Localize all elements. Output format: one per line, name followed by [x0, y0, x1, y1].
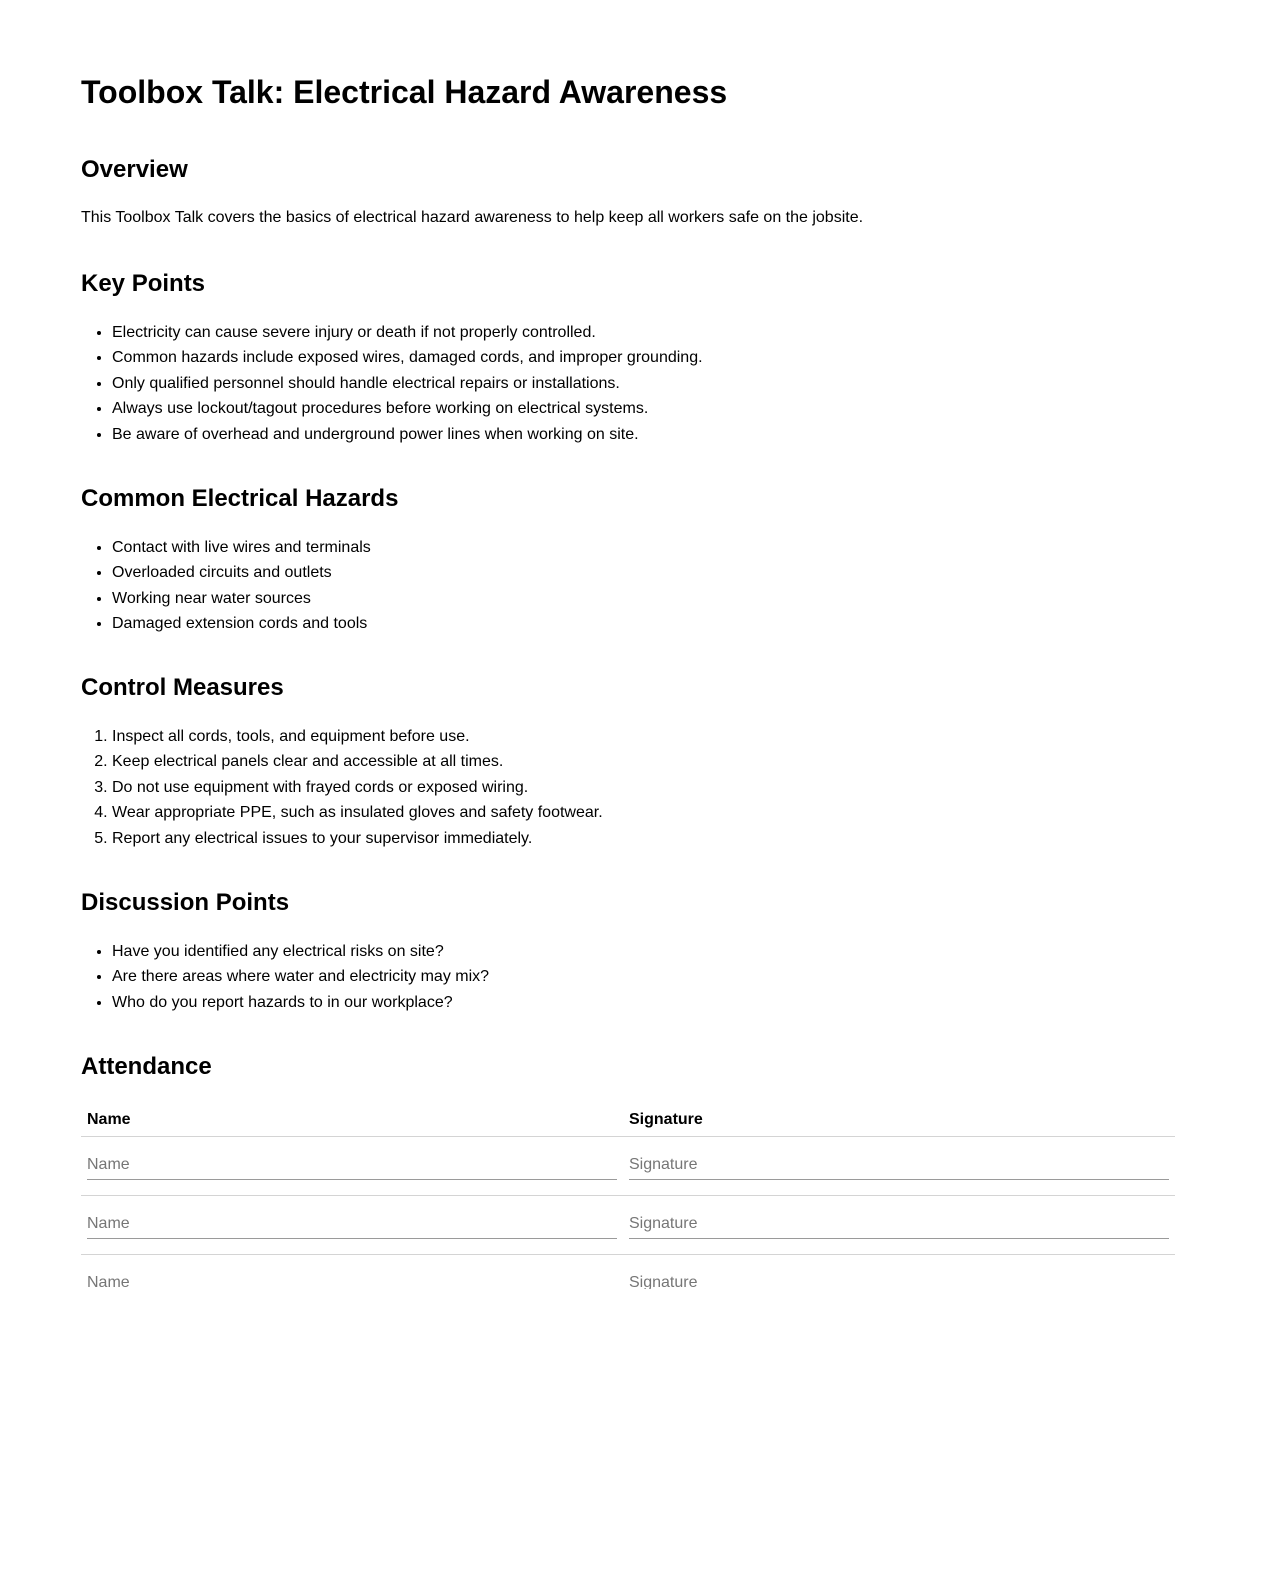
signature-cell: [623, 1255, 1175, 1290]
control-measures-heading: Control Measures: [81, 674, 284, 701]
list-item: 2. Keep electrical panels clear and accessible at all times.: [112, 749, 1175, 774]
list-item: • Electricity can cause severe injury or death if not properly controlled.: [112, 320, 1175, 345]
list-item: • Working near water sources: [112, 586, 1175, 611]
overview-heading: Overview: [81, 156, 188, 183]
list-item: • Damaged extension cords and tools: [112, 611, 1175, 636]
list-item: 3. Do not use equipment with frayed cords or exposed wiring.: [112, 775, 1175, 800]
discussion-points-heading: Discussion Points: [81, 889, 290, 916]
signature-input[interactable]: [629, 1152, 1169, 1180]
key-points-list: [81, 320, 1175, 447]
list-item: • Always use lockout/tagout procedures before working on electrical systems.: [112, 396, 1175, 421]
list-item: • Only qualified personnel should handle electrical repairs or installations.: [112, 371, 1175, 396]
attendance-table-viewport: [81, 1103, 1175, 1289]
table-row: [81, 1196, 1175, 1255]
common-hazards-heading: Common Electrical Hazards: [81, 485, 399, 512]
name-input[interactable]: [87, 1270, 617, 1289]
name-cell: [81, 1196, 623, 1255]
name-cell: [81, 1137, 623, 1196]
key-points-section: [81, 270, 1175, 447]
discussion-points-section: [81, 889, 1175, 1015]
attendance-table: [81, 1103, 1175, 1289]
key-points-heading: Key Points: [81, 270, 206, 297]
page-title: Toolbox Talk: Electrical Hazard Awareness: [81, 74, 728, 110]
column-header-signature: Signature: [623, 1103, 1175, 1137]
column-header-name: Name: [81, 1103, 623, 1137]
list-item: 1. Inspect all cords, tools, and equipment before use.: [112, 724, 1175, 749]
overview-section: [81, 156, 1175, 228]
list-item: 4. Wear appropriate PPE, such as insulated gloves and safety footwear.: [112, 800, 1175, 825]
attendance-heading: Attendance: [81, 1053, 212, 1080]
name-input[interactable]: [87, 1152, 617, 1180]
common-hazards-section: [81, 485, 1175, 637]
list-item: • Are there areas where water and electricity may mix?: [112, 964, 1175, 989]
common-hazards-list: [81, 535, 1175, 637]
attendance-section: [81, 1053, 1175, 1081]
list-item: • Common hazards include exposed wires, damaged cords, and improper grounding.: [112, 345, 1175, 370]
control-measures-section: [81, 674, 1175, 851]
name-input[interactable]: [87, 1211, 617, 1239]
overview-text: This Toolbox Talk covers the basics of electrical hazard awareness to help keep all workers safe on the jobsite.: [81, 209, 864, 226]
list-item: • Be aware of overhead and underground power lines when working on site.: [112, 422, 1175, 447]
list-item: • Overloaded circuits and outlets: [112, 560, 1175, 585]
signature-input[interactable]: [629, 1211, 1169, 1239]
table-row: [81, 1137, 1175, 1196]
table-row: [81, 1255, 1175, 1290]
control-measures-list: [81, 724, 1175, 851]
signature-cell: [623, 1196, 1175, 1255]
list-item: 5. Report any electrical issues to your supervisor immediately.: [112, 826, 1175, 851]
attendance-header-row: [81, 1103, 1175, 1137]
name-cell: [81, 1255, 623, 1290]
signature-cell: [623, 1137, 1175, 1196]
signature-input[interactable]: [629, 1270, 1169, 1289]
list-item: • Have you identified any electrical risks on site?: [112, 939, 1175, 964]
list-item: • Who do you report hazards to in our workplace?: [112, 990, 1175, 1015]
discussion-points-list: [81, 939, 1175, 1015]
list-item: • Contact with live wires and terminals: [112, 535, 1175, 560]
